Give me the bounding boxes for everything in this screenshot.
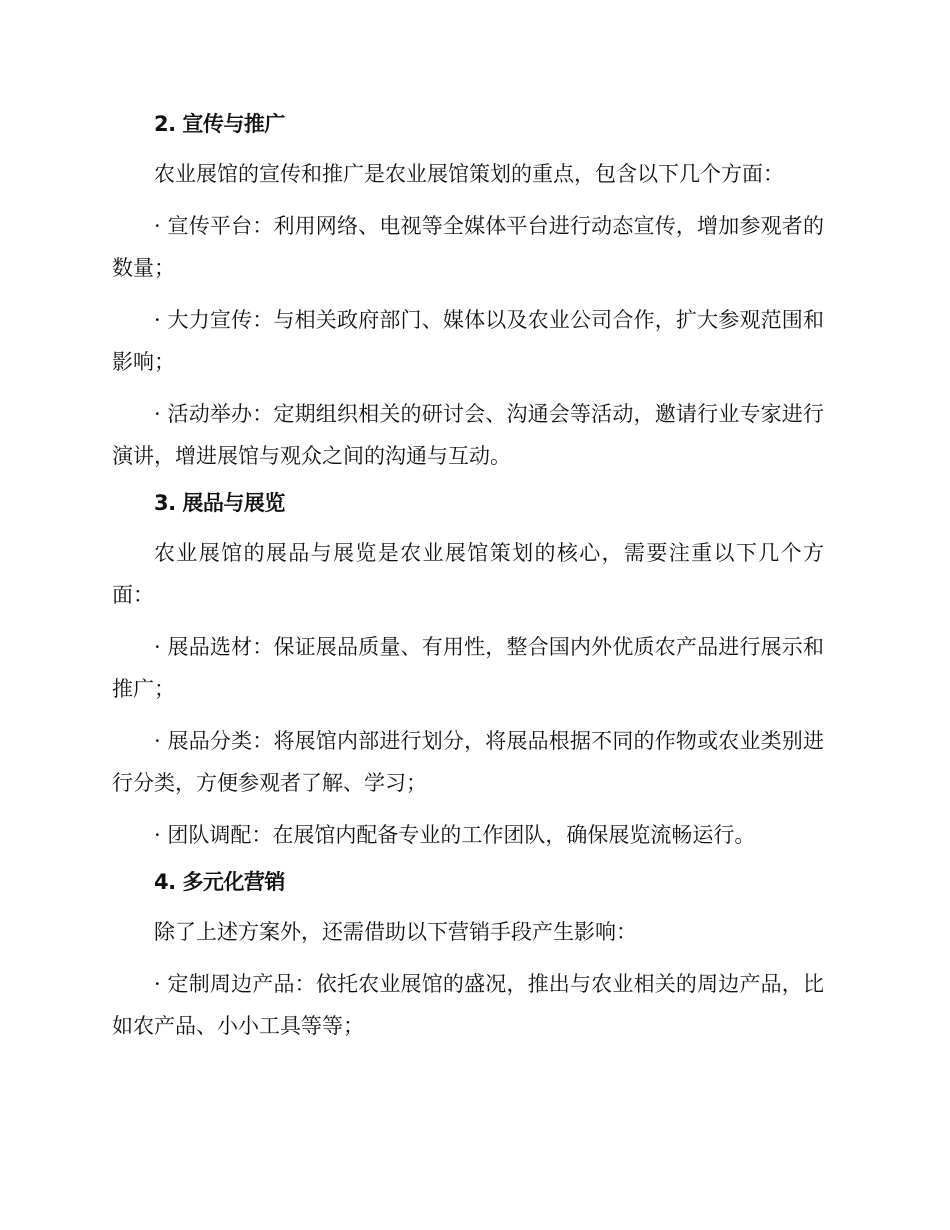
section-publicity	[112, 108, 824, 477]
bullet-item: · 定制周边产品：依托农业展馆的盛况，推出与农业相关的周边产品，比如农产品、小小工具等等；	[112, 972, 824, 1038]
bullet-item: · 展品选材：保证展品质量、有用性，整合国内外优质农产品进行展示和推广；	[112, 635, 824, 701]
section-exhibits	[112, 487, 824, 856]
section-marketing	[112, 866, 824, 1047]
section-heading: 2. 宣传与推广	[154, 112, 285, 136]
bullet-item: · 活动举办：定期组织相关的研讨会、沟通会等活动，邀请行业专家进行演讲，增进展馆与观众之间的沟通与互动。	[112, 402, 824, 468]
paragraph: 除了上述方案外，还需借助以下营销手段产生影响：	[154, 920, 637, 944]
paragraph: 农业展馆的展品与展览是农业展馆策划的核心，需要注重以下几个方面：	[112, 541, 824, 607]
section-heading: 3. 展品与展览	[154, 491, 285, 515]
bullet-item: · 大力宣传：与相关政府部门、媒体以及农业公司合作，扩大参观范围和影响；	[112, 308, 824, 374]
document-body	[112, 108, 824, 1057]
section-heading: 4. 多元化营销	[154, 870, 285, 894]
bullet-item: · 展品分类：将展馆内部进行划分，将展品根据不同的作物或农业类别进行分类，方便参观者了解、学习；	[112, 729, 824, 795]
bullet-item: · 团队调配：在展馆内配备专业的工作团队，确保展览流畅运行。	[154, 823, 756, 847]
paragraph: 农业展馆的宣传和推广是农业展馆策划的重点，包含以下几个方面：	[154, 162, 784, 186]
bullet-item: · 宣传平台：利用网络、电视等全媒体平台进行动态宣传，增加参观者的数量；	[112, 214, 824, 280]
